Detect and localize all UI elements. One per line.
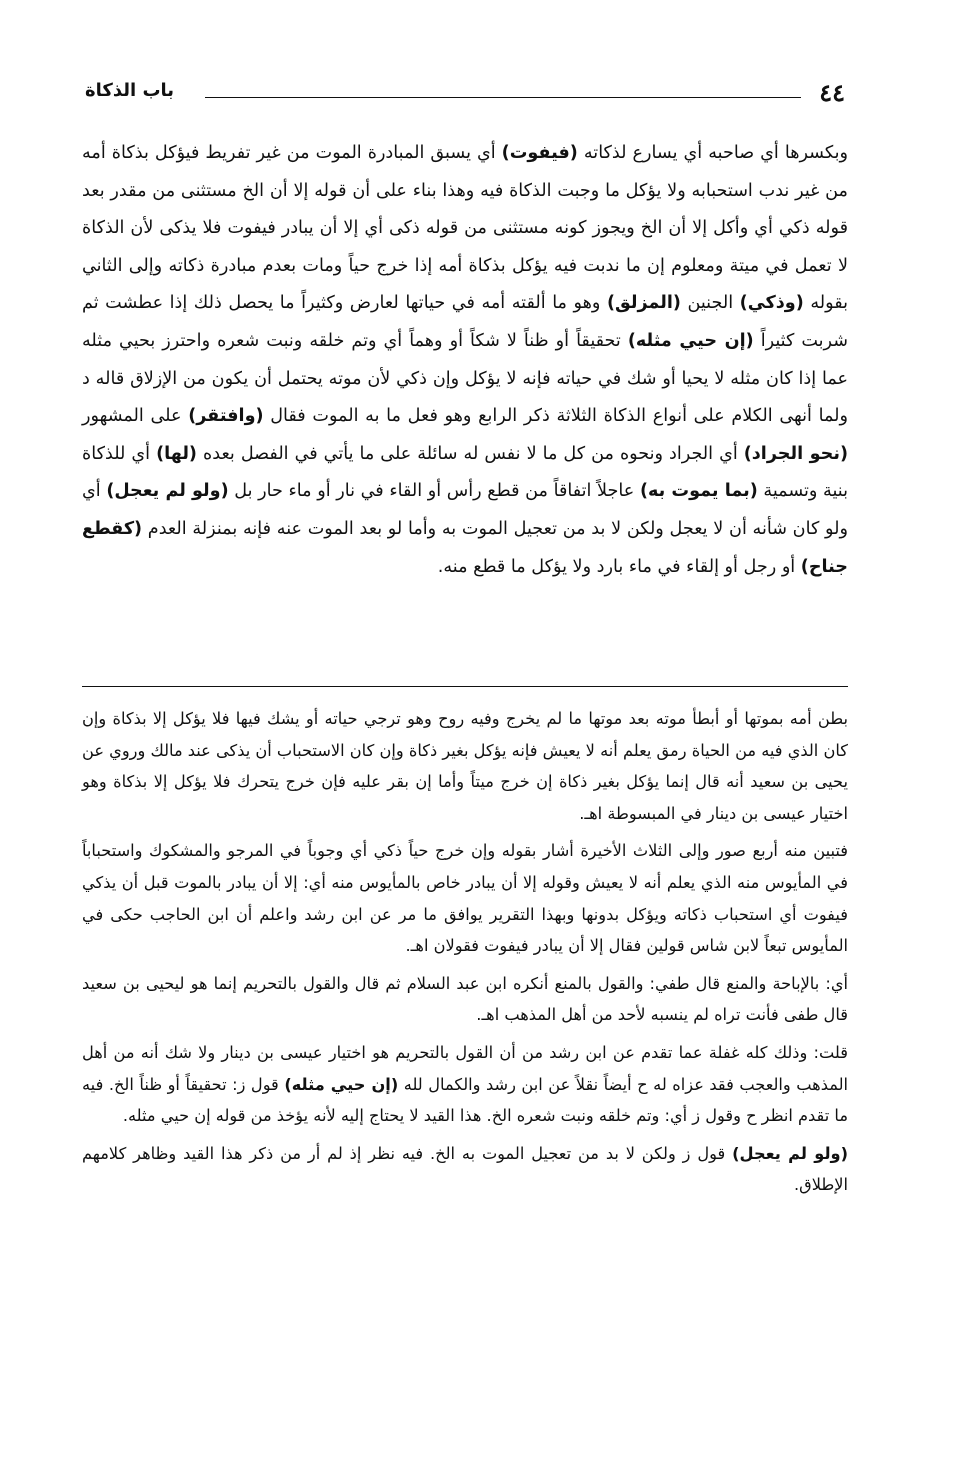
- text-run: فتبين منه أربع صور وإلى الثلاث الأخيرة أشار بقوله وإن خرج حياً ذكي أي وجوباً في المرجو والمشكوك واستحباباً في المأيوس منه الذي يعلم أنه لا يعيش وقوله إلا أن يبادر خاص بالمأيوس منه أي: إلا أن يبادر بالموت قبل أن يذكي فيفوت أي استحباب ذكاته ويؤكل بدونها وبهذا التقرير يوافق ما مر عن ابن رشد واعلم أن ابن الحاجب حكى في المأيوس تبعاً لابن شاس قولين فقال إلا أن يبادر فيفوت فقولان اهـ.: [82, 841, 848, 956]
- footnote-paragraph: [82, 968, 848, 1031]
- bold-term: (وذكي): [739, 293, 804, 314]
- page-header: [85, 78, 845, 112]
- footnote-paragraph: [82, 1037, 848, 1132]
- bold-term: (فيفوت): [501, 143, 578, 163]
- footnote-separator: [82, 686, 848, 687]
- bold-term: (بما يموت به): [639, 481, 758, 502]
- text-run: عاجلاً اتفاقاً من قطع رأس أو القاء في نار أو ماء حار بل: [228, 481, 640, 502]
- text-run: قلت: وذلك كله غفلة عما تقدم عن ابن رشد من أن القول بالتحريم هو اختيار عيسى بن دينار ولا شك أنه من أهل المذهب والعجب فقد عزاه له ح أيضاً نقلاً عن ابن رشد والكمال لله: [82, 1042, 848, 1094]
- text-run: وبكسرها أي صاحبه أي يسارع لذكاته: [577, 143, 848, 163]
- header-rule: [205, 97, 801, 98]
- text-run: أو رجل أو إلقاء في ماء بارد ولا يؤكل ما قطع منه.: [437, 556, 801, 577]
- text-run: على المشهور: [82, 406, 189, 427]
- text-run: أي للذكاة بنية وتسمية: [82, 443, 848, 502]
- bold-term: (إن حيي مثله): [627, 330, 754, 351]
- page-number: ٤٤: [819, 78, 845, 107]
- bold-term: (كقطع جناح): [82, 518, 848, 577]
- text-run: بطن أمه بموتها أو أبطأ موته بعد موتها ما لم يخرج وفيه روح وهو ترجي حياته أو يشك فيها فلا يؤكل إلا بذكاة وإن كان الذي فيه من الحياة رمق يعلم أنه لا يعيش فإنه يؤكل بغير ذكاة وإن كان الاستحباب أن يذكى عند مالك وروي عن يحيى بن سعيد أنه قال إنما يؤكل بغير ذكاة إن خرج ميتاً وأما إن بقر عليه فإن خرج يتحرك فلا يؤكل إلا بذكاة وهو اختيار عيسى بن دينار في المبسوطة اهـ.: [82, 709, 848, 823]
- text-run: أي يسبق المبادرة الموت من غير تفريط فيؤكل بذكاة أمه من غير ندب استحبابه ولا يؤكل ما وجبت الذكاة فيه وهذا بناء على أن قوله إلا أن الخ مستثنى من مقدر بعد قوله ذكي أي وأكل إلا أن الخ ويجوز كونه مستثنى من قوله ذكى أي إلا أن يبادر فيفوت فلا يذكى لأن الذكاة لا تعمل في ميتة ومعلوم إن ما ندبت فيه يؤكل بذكاة أمه إذا خرج حياً ومات بعدم مبادرة ذكاته وإلى الثاني بقوله: [82, 143, 848, 314]
- text-run: أي: بالإباحة والمنع قال طفي: والقول بالمنع أنكره ابن عبد السلام ثم قال والقول بالتحريم إنما هو ليحيى بن سعيد قال طفى فأنت تراه لم ينسبه لأحد من أهل المذهب اهـ.: [82, 973, 848, 1025]
- bold-term: (ولو لم يعجل): [106, 481, 229, 502]
- footnote-paragraph: [82, 1138, 848, 1201]
- bold-term: (لها): [156, 443, 197, 464]
- bold-term: (ولو لم يعجل): [732, 1143, 848, 1163]
- text-run: تحقيقاً أو ظناً لا شكاً أو وهماً أي وتم خلقه ونبت شعره واحترز بحيي مثله عما إذا كان مثله لا يحيا أو شك في حياته فإنه لا يؤكل وإن ذكي لأن موته يحتمل أن يكون من الإزلاق قاله د ولما أنهى الكلام على أنواع الذكاة الثلاثة ذكر الرابع وهو فعل ما به الموت فقال: [82, 330, 849, 427]
- bold-term: (المزلق): [606, 293, 681, 314]
- bold-term: (إن حيي مثله): [284, 1074, 399, 1094]
- footnote-paragraph: [82, 703, 848, 829]
- footnote-paragraph: [82, 835, 848, 961]
- main-text: [82, 135, 848, 586]
- footnotes: [82, 703, 848, 1207]
- bold-term: (نحو الجراد): [743, 443, 848, 464]
- text-run: قول ز: تحقيقاً أو ظناً الخ. فيه ما تقدم انظر ح وقول ز أي: وتم خلقه ونبت شعره الخ. هذا القيد لا يحتاج إليه لأنه يؤخذ من قوله إن حيي مثله.: [82, 1074, 848, 1126]
- main-paragraph: [82, 135, 848, 586]
- text-run: وهو ما ألقته أمه في حياتها لعارض وكثيراً ما يحصل ذلك إذا عطشت ثم شربت كثيراً: [82, 293, 848, 351]
- text-run: أي ولو كان شأنه أن لا يعجل ولكن لا بد من تعجيل الموت به وأما لو بعد الموت عنه فإنه بمنزلة العدم: [82, 481, 848, 539]
- text-run: قول ز ولكن لا بد من تعجيل الموت به الخ. فيه نظر إذ لم أر من ذكر هذا القيد وظاهر كلامهم الإطلاق.: [82, 1143, 848, 1195]
- running-title: باب الذكاة: [85, 80, 175, 101]
- text-run: الجنين: [680, 293, 740, 314]
- text-run: أي الجراد ونحوه من كل ما لا نفس له سائلة على ما يأتي في الفصل بعده: [196, 443, 744, 464]
- bold-term: (وافتقر): [188, 406, 264, 427]
